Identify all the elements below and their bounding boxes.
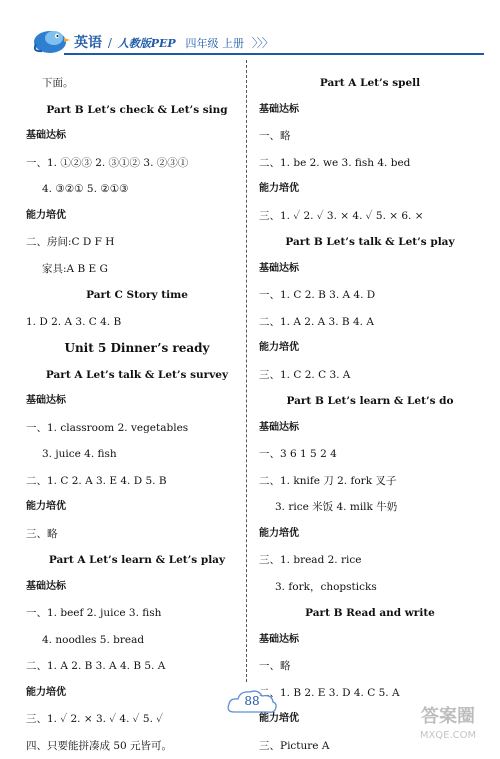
subsection-label: 能力培优 [259,176,481,203]
subsection-label: 能力培优 [26,203,248,230]
answer-line: 3. fork，chopsticks [259,574,481,601]
chevron-icon: 〉〉〉 [252,36,273,50]
subsection-label: 能力培优 [26,494,248,521]
section-heading: Part A Let’s learn & Let’s play [26,547,248,574]
answer-line: 二、1. B 2. E 3. D 4. C 5. A [259,680,481,707]
unit-title: Unit 5 Dinner’s ready [26,335,248,362]
subsection-label: 基础达标 [26,574,248,601]
subsection-label: 能力培优 [26,680,248,707]
section-heading: Part B Let’s learn & Let’s do [259,388,481,415]
page-header [0,0,500,60]
subsection-label: 基础达标 [26,123,248,150]
left-answer-column [26,70,248,759]
answer-line: 一、1. beef 2. juice 3. fish [26,600,248,627]
answer-line: 三、Picture A [259,733,481,759]
svg-text:答案圈: 答案圈 [421,705,475,727]
header-rule [64,53,484,55]
edition-label: 人教版PEP [118,37,176,50]
answer-line: 三、1. C 2. C 3. A [259,362,481,389]
answer-line: 三、略 [26,521,248,548]
section-heading: Part B Read and write [259,600,481,627]
answer-line: 一、3 6 1 5 2 4 [259,441,481,468]
answer-line: 下面。 [26,70,248,97]
subsection-label: 基础达标 [26,388,248,415]
answer-line: 一、1. ①②③ 2. ③①② 3. ②③① [26,150,248,177]
answer-line: 二、1. A 2. B 3. A 4. B 5. A [26,653,248,680]
header-title: 英语 / 人教版PEP 四年级 上册 〉〉〉 [74,32,273,52]
answer-line: 家具:A B E G [26,256,248,283]
subsection-label: 基础达标 [259,627,481,654]
answer-line: 三、1. ✓ 2. × 3. ✓ 4. ✓ 5. ✓ [26,706,248,733]
grade-label: 四年级 上册 [185,37,244,50]
answer-line: 4. noodles 5. bread [26,627,248,654]
answer-line: 一、略 [259,123,481,150]
svg-text:MXQE.COM: MXQE.COM [420,730,476,741]
section-heading: Part A Let’s talk & Let’s survey [26,362,248,389]
answer-line: 一、1. C 2. B 3. A 4. D [259,282,481,309]
section-heading: Part A Let’s spell [259,70,481,97]
answer-line: 三、1. bread 2. rice [259,547,481,574]
answer-line: 4. ③②① 5. ②①③ [26,176,248,203]
answer-line: 3. juice 4. fish [26,441,248,468]
subsection-label: 能力培优 [259,335,481,362]
subsection-label: 基础达标 [259,256,481,283]
answer-line: 一、1. classroom 2. vegetables [26,415,248,442]
bird-mascot-icon [30,24,70,56]
answer-line: 1. D 2. A 3. C 4. B [26,309,248,336]
answer-line: 二、1. A 2. A 3. B 4. A [259,309,481,336]
section-heading: Part C Story time [26,282,248,309]
subsection-label: 能力培优 [259,521,481,548]
watermark-logo [400,700,496,744]
answer-line: 二、1. knife 刀 2. fork 叉子 [259,468,481,495]
answer-line: 3. rice 米饭 4. milk 牛奶 [259,494,481,521]
section-heading: Part B Let’s check & Let’s sing [26,97,248,124]
answer-line: 二、1. be 2. we 3. fish 4. bed [259,150,481,177]
page-footer [0,686,500,746]
page-number: 88 [226,694,278,708]
right-answer-column [259,70,481,759]
answer-line: 二、房间:C D F H [26,229,248,256]
answer-line: 一、略 [259,653,481,680]
section-heading: Part B Let’s talk & Let’s play [259,229,481,256]
subject-label: 英语 [74,35,102,51]
answer-line: 四、只要能拼凑成 50 元皆可。 [26,733,248,759]
subsection-label: 基础达标 [259,415,481,442]
subsection-label: 能力培优 [259,706,481,733]
answer-line: 二、1. C 2. A 3. E 4. D 5. B [26,468,248,495]
answer-line: 三、1. ✓ 2. ✓ 3. × 4. ✓ 5. × 6. × [259,203,481,230]
subsection-label: 基础达标 [259,97,481,124]
